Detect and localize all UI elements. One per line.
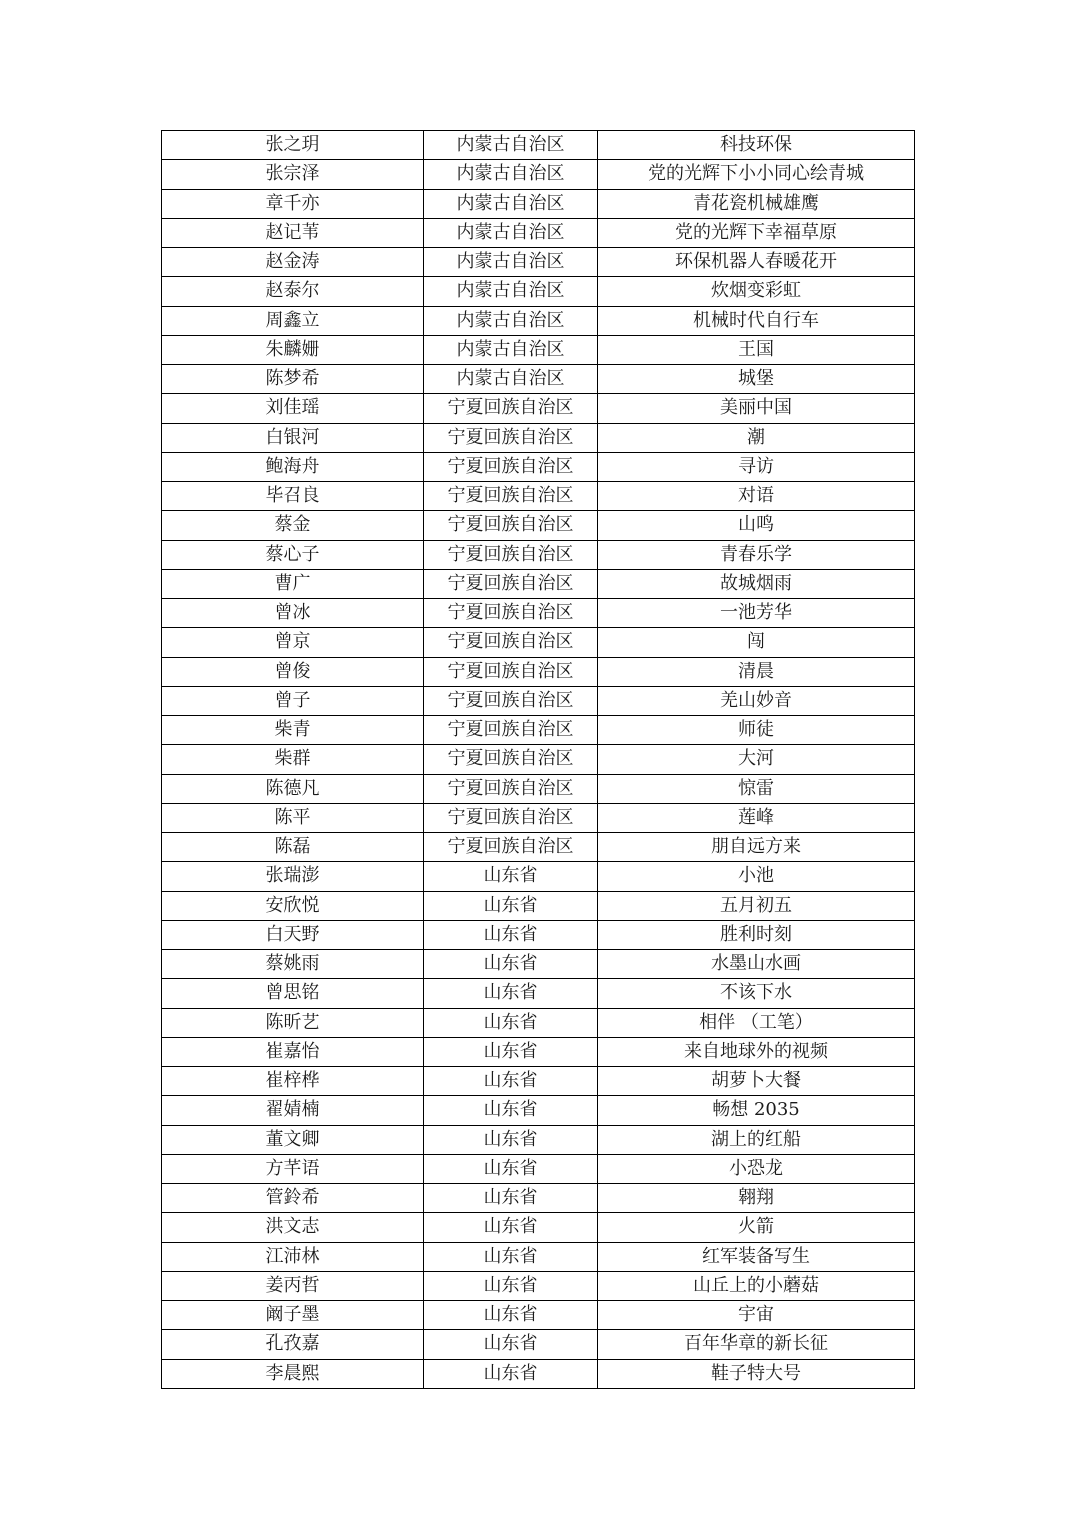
title-cell: 城堡	[598, 365, 915, 394]
region-cell: 山东省	[424, 950, 598, 979]
name-cell: 朱麟姗	[162, 335, 424, 364]
name-cell: 孔孜嘉	[162, 1330, 424, 1359]
name-cell: 方芊语	[162, 1154, 424, 1183]
table-row	[162, 248, 915, 277]
name-cell: 蔡姚雨	[162, 950, 424, 979]
name-cell: 曾俊	[162, 657, 424, 686]
table-row	[162, 1301, 915, 1330]
title-cell: 党的光辉下小小同心绘青城	[598, 160, 915, 189]
region-cell: 宁夏回族自治区	[424, 452, 598, 481]
roster-table-body	[162, 131, 915, 1389]
table-row	[162, 1125, 915, 1154]
name-cell: 赵泰尔	[162, 277, 424, 306]
name-cell: 柴群	[162, 745, 424, 774]
table-row	[162, 686, 915, 715]
title-cell: 潮	[598, 423, 915, 452]
region-cell: 山东省	[424, 1096, 598, 1125]
title-cell: 青花瓷机械雄鹰	[598, 189, 915, 218]
region-cell: 山东省	[424, 1037, 598, 1066]
name-cell: 陈梦希	[162, 365, 424, 394]
table-row	[162, 1184, 915, 1213]
name-cell: 陈德凡	[162, 774, 424, 803]
table-row	[162, 482, 915, 511]
region-cell: 宁夏回族自治区	[424, 774, 598, 803]
table-row	[162, 1067, 915, 1096]
title-cell: 来自地球外的视频	[598, 1037, 915, 1066]
title-cell: 惊雷	[598, 774, 915, 803]
title-cell: 科技环保	[598, 131, 915, 160]
title-cell: 不该下水	[598, 979, 915, 1008]
region-cell: 山东省	[424, 1242, 598, 1271]
region-cell: 山东省	[424, 1359, 598, 1388]
region-cell: 宁夏回族自治区	[424, 482, 598, 511]
table-row	[162, 833, 915, 862]
region-cell: 宁夏回族自治区	[424, 540, 598, 569]
title-cell: 大河	[598, 745, 915, 774]
region-cell: 宁夏回族自治区	[424, 657, 598, 686]
title-cell: 山丘上的小蘑菇	[598, 1271, 915, 1300]
table-row	[162, 540, 915, 569]
title-cell: 师徒	[598, 716, 915, 745]
name-cell: 李晨熙	[162, 1359, 424, 1388]
title-cell: 小恐龙	[598, 1154, 915, 1183]
table-row	[162, 1271, 915, 1300]
region-cell: 宁夏回族自治区	[424, 628, 598, 657]
table-row	[162, 1037, 915, 1066]
name-cell: 刘佳瑶	[162, 394, 424, 423]
title-cell: 五月初五	[598, 891, 915, 920]
table-row	[162, 862, 915, 891]
title-cell: 百年华章的新长征	[598, 1330, 915, 1359]
region-cell: 山东省	[424, 1271, 598, 1300]
title-cell: 党的光辉下幸福草原	[598, 218, 915, 247]
title-cell: 对语	[598, 482, 915, 511]
title-cell: 环保机器人春暖花开	[598, 248, 915, 277]
name-cell: 蔡金	[162, 511, 424, 540]
name-cell: 姜丙哲	[162, 1271, 424, 1300]
region-cell: 内蒙古自治区	[424, 131, 598, 160]
region-cell: 内蒙古自治区	[424, 306, 598, 335]
title-cell: 小池	[598, 862, 915, 891]
title-cell: 美丽中国	[598, 394, 915, 423]
region-cell: 内蒙古自治区	[424, 248, 598, 277]
title-cell: 水墨山水画	[598, 950, 915, 979]
table-row	[162, 335, 915, 364]
name-cell: 柴青	[162, 716, 424, 745]
name-cell: 张瑞澎	[162, 862, 424, 891]
table-row	[162, 1242, 915, 1271]
table-row	[162, 569, 915, 598]
name-cell: 白天野	[162, 920, 424, 949]
table-row	[162, 277, 915, 306]
title-cell: 翱翔	[598, 1184, 915, 1213]
region-cell: 内蒙古自治区	[424, 218, 598, 247]
table-row	[162, 394, 915, 423]
table-row	[162, 1330, 915, 1359]
table-row	[162, 160, 915, 189]
region-cell: 内蒙古自治区	[424, 189, 598, 218]
name-cell: 江沛林	[162, 1242, 424, 1271]
region-cell: 山东省	[424, 1154, 598, 1183]
title-cell: 清晨	[598, 657, 915, 686]
table-row	[162, 452, 915, 481]
region-cell: 山东省	[424, 1213, 598, 1242]
table-row	[162, 628, 915, 657]
region-cell: 宁夏回族自治区	[424, 686, 598, 715]
title-cell: 炊烟变彩虹	[598, 277, 915, 306]
table-row	[162, 1154, 915, 1183]
table-row	[162, 803, 915, 832]
name-cell: 周鑫立	[162, 306, 424, 335]
table-row	[162, 979, 915, 1008]
region-cell: 山东省	[424, 920, 598, 949]
name-cell: 章千亦	[162, 189, 424, 218]
table-row	[162, 716, 915, 745]
region-cell: 山东省	[424, 891, 598, 920]
name-cell: 曾冰	[162, 599, 424, 628]
title-cell: 红军装备写生	[598, 1242, 915, 1271]
name-cell: 陈平	[162, 803, 424, 832]
table-row	[162, 189, 915, 218]
region-cell: 内蒙古自治区	[424, 277, 598, 306]
name-cell: 崔梓桦	[162, 1067, 424, 1096]
name-cell: 毕召良	[162, 482, 424, 511]
region-cell: 宁夏回族自治区	[424, 803, 598, 832]
name-cell: 鲍海舟	[162, 452, 424, 481]
title-cell: 故城烟雨	[598, 569, 915, 598]
table-row	[162, 599, 915, 628]
title-cell: 闯	[598, 628, 915, 657]
table-row	[162, 657, 915, 686]
table-row	[162, 891, 915, 920]
region-cell: 山东省	[424, 862, 598, 891]
title-cell: 火箭	[598, 1213, 915, 1242]
table-row	[162, 1008, 915, 1037]
table-row	[162, 218, 915, 247]
title-cell: 一池芳华	[598, 599, 915, 628]
region-cell: 内蒙古自治区	[424, 160, 598, 189]
name-cell: 陈磊	[162, 833, 424, 862]
name-cell: 崔嘉怡	[162, 1037, 424, 1066]
region-cell: 宁夏回族自治区	[424, 599, 598, 628]
name-cell: 翟婧楠	[162, 1096, 424, 1125]
title-cell: 宇宙	[598, 1301, 915, 1330]
table-row	[162, 950, 915, 979]
title-cell: 寻访	[598, 452, 915, 481]
region-cell: 山东省	[424, 1008, 598, 1037]
region-cell: 山东省	[424, 1330, 598, 1359]
name-cell: 陈昕艺	[162, 1008, 424, 1037]
region-cell: 宁夏回族自治区	[424, 569, 598, 598]
table-row	[162, 774, 915, 803]
name-cell: 白银河	[162, 423, 424, 452]
name-cell: 曾思铭	[162, 979, 424, 1008]
name-cell: 张宗泽	[162, 160, 424, 189]
table-row	[162, 745, 915, 774]
name-cell: 蔡心子	[162, 540, 424, 569]
name-cell: 赵金涛	[162, 248, 424, 277]
region-cell: 宁夏回族自治区	[424, 423, 598, 452]
title-cell: 羌山妙音	[598, 686, 915, 715]
region-cell: 宁夏回族自治区	[424, 745, 598, 774]
region-cell: 宁夏回族自治区	[424, 716, 598, 745]
region-cell: 山东省	[424, 979, 598, 1008]
region-cell: 宁夏回族自治区	[424, 394, 598, 423]
region-cell: 山东省	[424, 1067, 598, 1096]
table-row	[162, 365, 915, 394]
region-cell: 宁夏回族自治区	[424, 833, 598, 862]
name-cell: 董文卿	[162, 1125, 424, 1154]
title-cell: 青春乐学	[598, 540, 915, 569]
title-cell: 胜利时刻	[598, 920, 915, 949]
table-row	[162, 131, 915, 160]
name-cell: 管鈴希	[162, 1184, 424, 1213]
table-row	[162, 306, 915, 335]
title-cell: 胡萝卜大餐	[598, 1067, 915, 1096]
name-cell: 曾京	[162, 628, 424, 657]
name-cell: 阚子墨	[162, 1301, 424, 1330]
title-cell: 山鸣	[598, 511, 915, 540]
title-cell: 机械时代自行车	[598, 306, 915, 335]
name-cell: 张之玥	[162, 131, 424, 160]
table-row	[162, 423, 915, 452]
region-cell: 内蒙古自治区	[424, 335, 598, 364]
table-row	[162, 1213, 915, 1242]
region-cell: 山东省	[424, 1125, 598, 1154]
region-cell: 宁夏回族自治区	[424, 511, 598, 540]
title-cell: 王国	[598, 335, 915, 364]
title-cell: 鞋子特大号	[598, 1359, 915, 1388]
title-cell: 朋自远方来	[598, 833, 915, 862]
name-cell: 曾子	[162, 686, 424, 715]
name-cell: 安欣悦	[162, 891, 424, 920]
name-cell: 洪文志	[162, 1213, 424, 1242]
region-cell: 山东省	[424, 1301, 598, 1330]
title-cell: 畅想 2035	[598, 1096, 915, 1125]
region-cell: 山东省	[424, 1184, 598, 1213]
name-cell: 曹广	[162, 569, 424, 598]
table-row	[162, 1359, 915, 1388]
title-cell: 莲峰	[598, 803, 915, 832]
table-row	[162, 1096, 915, 1125]
name-cell: 赵记苇	[162, 218, 424, 247]
table-row	[162, 920, 915, 949]
title-cell: 相伴 （工笔）	[598, 1008, 915, 1037]
title-cell: 湖上的红船	[598, 1125, 915, 1154]
roster-table	[161, 130, 915, 1389]
region-cell: 内蒙古自治区	[424, 365, 598, 394]
table-row	[162, 511, 915, 540]
